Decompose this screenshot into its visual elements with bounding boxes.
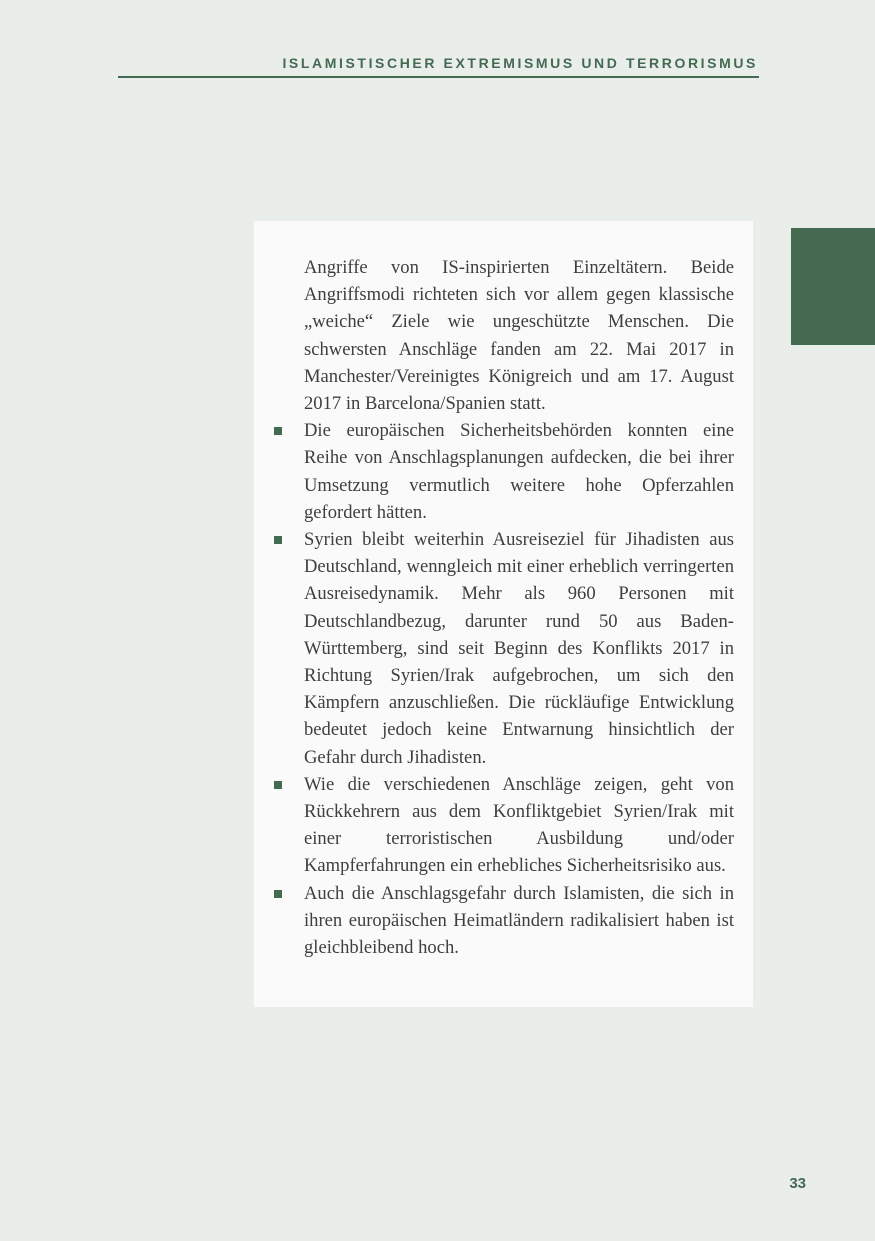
square-bullet-icon	[274, 890, 282, 898]
running-header: ISLAMISTISCHER EXTREMISMUS UND TERRORISMUS	[282, 55, 758, 71]
chapter-tab-marker	[791, 228, 875, 345]
list-item	[304, 526, 734, 771]
list-item-text: Wie die verschiedenen Anschläge zeigen, geht von Rückkehrern aus dem Konfliktgebiet Syrien/Irak mit einer terroristischen Ausbildung und/oder Kampferfahrungen ein erhebliches Sicherheitsrisiko aus.	[304, 773, 734, 877]
intro-paragraph: Angriffe von IS-inspirierten Einzeltätern. Beide Angriffsmodi richteten sich vor allem gegen klassische „weiche“ Ziele wie ungeschützte Menschen. Die schwersten Anschläge fanden am 22. Mai 2017 in Manchester/Vereinigtes Königreich und am 17. August 2017 in Barcelona/Spanien statt.	[304, 257, 734, 415]
list-item-text: Auch die Anschlagsgefahr durch Islamisten, die sich in ihren europäischen Heimatländern radikalisiert haben ist gleichbleibend hoch.	[304, 882, 734, 959]
square-bullet-icon	[274, 781, 282, 789]
square-bullet-icon	[274, 427, 282, 435]
list-item	[304, 417, 734, 526]
square-bullet-icon	[274, 536, 282, 544]
list-item	[304, 880, 734, 962]
list-item-text: Syrien bleibt weiterhin Ausreiseziel für Jihadisten aus Deutschland, wenngleich mit einer erheblich verringerten Ausreisedynamik. Mehr als 960 Personen mit Deutschlandbezug, darunter rund 50 aus Baden-Württemberg, sind seit Beginn des Konflikts 2017 in Richtung Syrien/Irak aufgebrochen, um sich den Kämpfern anzuschließen. Die rückläufige Entwicklung bedeutet jedoch keine Entwarnung hinsichtlich der Gefahr durch Jihadisten.	[304, 529, 734, 768]
list-item	[304, 771, 734, 880]
page-number: 33	[789, 1175, 806, 1192]
header-rule	[118, 76, 759, 78]
list-item-text: Die europäischen Sicherheitsbehörden konnten eine Reihe von Anschlagsplanungen aufdecken, die bei ihrer Umsetzung vermutlich weitere hohe Opferzahlen gefordert hätten.	[304, 420, 734, 523]
body-text	[304, 254, 734, 961]
